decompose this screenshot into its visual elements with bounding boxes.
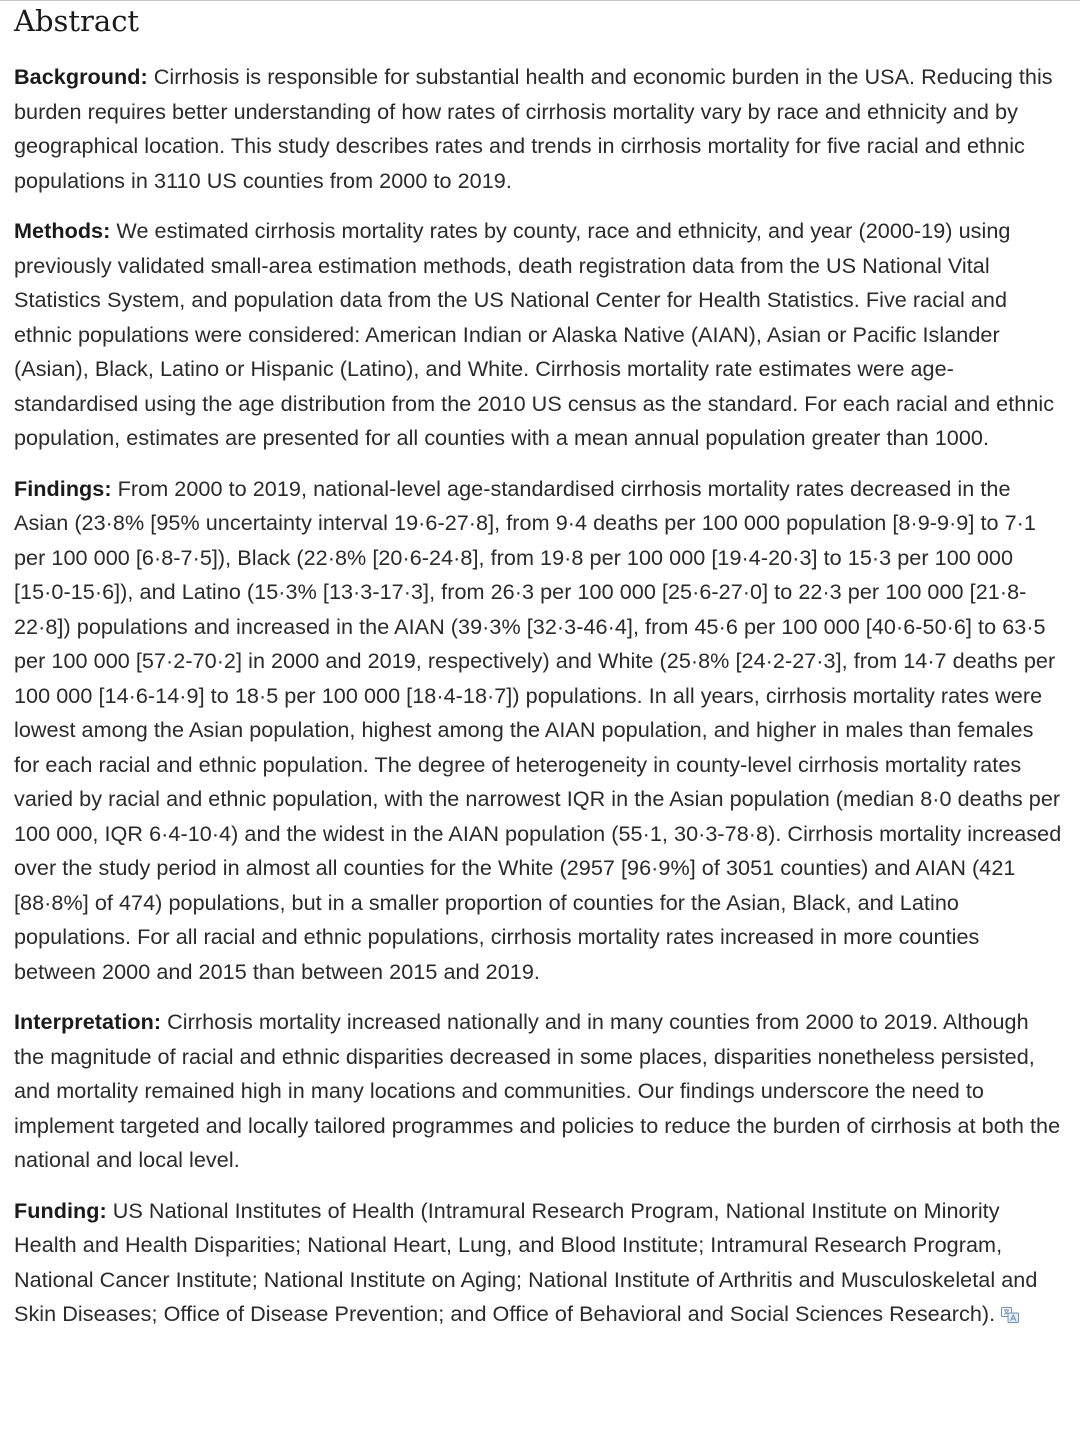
abstract-section — [14, 0, 1064, 1348]
background-label: Background: — [14, 64, 148, 89]
background-paragraph — [14, 60, 1064, 198]
funding-label: Funding: — [14, 1197, 107, 1223]
findings-label: Findings: — [14, 475, 112, 501]
funding-paragraph — [14, 1194, 1064, 1332]
methods-paragraph — [14, 214, 1064, 456]
findings-paragraph — [14, 472, 1064, 990]
abstract-heading: Abstract — [14, 4, 140, 38]
findings-text: From 2000 to 2019, national-level age-standardised cirrhosis mortality rates decreased in the Asian (23·8% [95% uncertainty interval 19·6-27·8], from 9·4 deaths per 100 000 population [8·9-9·9] to 7·1 per 100 000 [6·8-7·5]), Black (22·8% [20·6-24·8], from 19·8 per 100 000 [19·4-20·3] to 15·3 per 100 000 [15·0-15·6]), and Latino (15·3% [13·3-17·3], from 26·3 per 100 000 [25·6-27·0] to 22·3 per 100 000 [21·8-22·8]) populations and increased in the AIAN (39·3% [32·3-46·4], from 45·6 per 100 000 [40·6-50·6] to 63·5 per 100 000 [57·2-70·2] in 2000 and 2019, respectively) and White (25·8% [24·2-27·3], from 14·7 deaths per 100 000 [14·6-14·9] to 18·5 per 100 000 [18·4-18·7]) populations. In all years, cirrhosis mortality rates were lowest among the Asian population, highest among the AIAN population, and higher in males than females for each racial and ethnic population. The degree of heterogeneity in county-level cirrhosis mortality rates varied by racial and ethnic population, with the narrowest IQR in the Asian population (median 8·0 deaths per 100 000, IQR 6·4-10·4) and the widest in the AIAN population (55·1, 30·3-78·8). Cirrhosis mortality increased over the study period in almost all counties for the White (2957 [96·9%] of 3051 counties) and AIAN (421 [88·8%] of 474) populations, but in a smaller proportion of counties for the Asian, Black, and Latino populations. For all racial and ethnic populations, cirrhosis mortality rates increased in more counties between 2000 and 2015 than between 2015 and 2019. — [14, 475, 1062, 984]
interpretation-text: Cirrhosis mortality increased nationally and in many counties from 2000 to 2019. Although the magnitude of racial and ethnic disparities decreased in some places, disparities nonetheless persisted, and mortality remained high in many locations and communities. Our findings underscore the need to implement targeted and locally tailored programmes and policies to reduce the burden of cirrhosis at both the national and local level. — [14, 1009, 1061, 1172]
interpretation-paragraph — [14, 1005, 1064, 1178]
background-text: Cirrhosis is responsible for substantial health and economic burden in the USA. Reducing this burden requires better understanding of how rates of cirrhosis mortality vary by race and ethnicity and by geographical location. This study describes rates and trends in cirrhosis mortality for five racial and ethnic populations in 3110 US counties from 2000 to 2019. — [14, 64, 1053, 193]
funding-text: US National Institutes of Health (Intramural Research Program, National Institute on Minority Health and Health Disparities; National Heart, Lung, and Blood Institute; Intramural Research Program, National Cancer Institute; National Institute on Aging; National Institute of Arthritis and Musculoskeletal and Skin Diseases; Office of Disease Prevention; and Office of Behavioral and Social Sciences Research). — [14, 1197, 1038, 1326]
methods-text: We estimated cirrhosis mortality rates by county, race and ethnicity, and year (2000-19) using previously validated small-area estimation methods, death registration data from the US National Vital Statistics System, and population data from the US National Center for Health Statistics. Five racial and ethnic populations were considered: American Indian or Alaska Native (AIAN), Asian or Pacific Islander (Asian), Black, Latino or Hispanic (Latino), and White. Cirrhosis mortality rate estimates were age-standardised using the age distribution from the 2010 US census as the standard. For each racial and ethnic population, estimates are presented for all counties with a mean annual population greater than 1000. — [14, 218, 1055, 450]
translate-icon[interactable] — [1001, 1299, 1019, 1315]
methods-label: Methods: — [14, 218, 111, 243]
interpretation-label: Interpretation: — [14, 1009, 162, 1034]
